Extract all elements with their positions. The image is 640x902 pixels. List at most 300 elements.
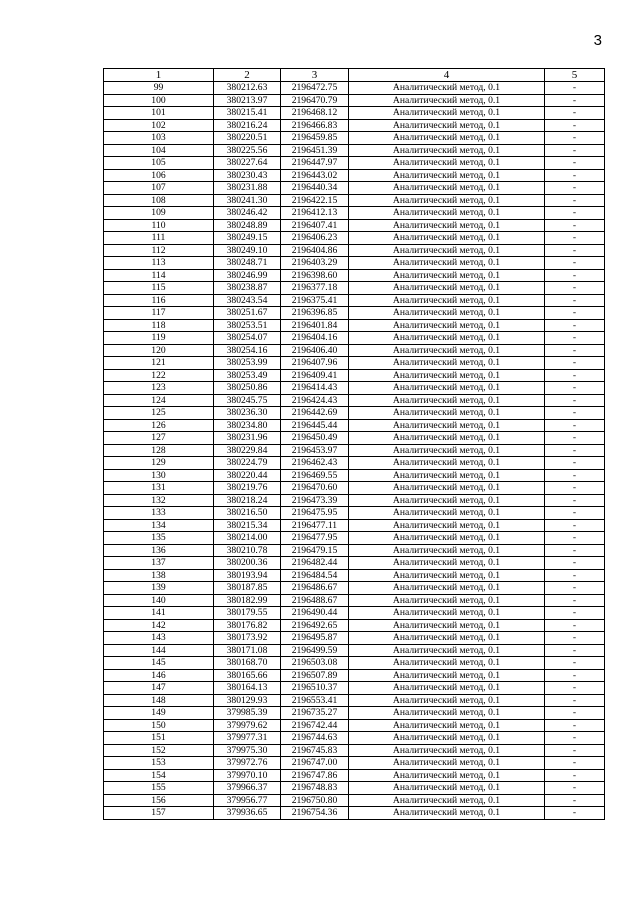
y-coordinate-cell: 2196748.83 bbox=[281, 782, 349, 795]
table-row bbox=[104, 619, 605, 632]
point-number-cell: 124 bbox=[104, 394, 214, 407]
note-cell: - bbox=[545, 644, 605, 657]
table-row bbox=[104, 332, 605, 345]
table-row bbox=[104, 369, 605, 382]
point-number-cell: 100 bbox=[104, 94, 214, 107]
table-row bbox=[104, 244, 605, 257]
x-coordinate-cell: 380129.93 bbox=[214, 694, 281, 707]
note-cell: - bbox=[545, 594, 605, 607]
table-row bbox=[104, 382, 605, 395]
table-row bbox=[104, 207, 605, 220]
table-row bbox=[104, 307, 605, 320]
point-number-cell: 132 bbox=[104, 494, 214, 507]
column-header-2: 2 bbox=[214, 69, 281, 82]
table-row bbox=[104, 482, 605, 495]
x-coordinate-cell: 380253.49 bbox=[214, 369, 281, 382]
x-coordinate-cell: 380236.30 bbox=[214, 407, 281, 420]
method-cell: Аналитический метод, 0.1 bbox=[349, 744, 545, 757]
y-coordinate-cell: 2196492.65 bbox=[281, 619, 349, 632]
table-row bbox=[104, 232, 605, 245]
x-coordinate-cell: 379966.37 bbox=[214, 782, 281, 795]
table-row bbox=[104, 669, 605, 682]
x-coordinate-cell: 380251.67 bbox=[214, 307, 281, 320]
y-coordinate-cell: 2196447.97 bbox=[281, 157, 349, 170]
point-number-cell: 104 bbox=[104, 144, 214, 157]
note-cell: - bbox=[545, 782, 605, 795]
x-coordinate-cell: 380212.63 bbox=[214, 82, 281, 95]
point-number-cell: 152 bbox=[104, 744, 214, 757]
method-cell: Аналитический метод, 0.1 bbox=[349, 694, 545, 707]
x-coordinate-cell: 380224.79 bbox=[214, 457, 281, 470]
x-coordinate-cell: 379970.10 bbox=[214, 769, 281, 782]
method-cell: Аналитический метод, 0.1 bbox=[349, 682, 545, 695]
table-row bbox=[104, 357, 605, 370]
table-row bbox=[104, 782, 605, 795]
table-row bbox=[104, 632, 605, 645]
point-number-cell: 117 bbox=[104, 307, 214, 320]
point-number-cell: 138 bbox=[104, 569, 214, 582]
y-coordinate-cell: 2196495.87 bbox=[281, 632, 349, 645]
y-coordinate-cell: 2196404.16 bbox=[281, 332, 349, 345]
note-cell: - bbox=[545, 482, 605, 495]
y-coordinate-cell: 2196409.41 bbox=[281, 369, 349, 382]
y-coordinate-cell: 2196403.29 bbox=[281, 257, 349, 270]
y-coordinate-cell: 2196479.15 bbox=[281, 544, 349, 557]
y-coordinate-cell: 2196742.44 bbox=[281, 719, 349, 732]
x-coordinate-cell: 380216.24 bbox=[214, 119, 281, 132]
point-number-cell: 134 bbox=[104, 519, 214, 532]
table-row bbox=[104, 469, 605, 482]
method-cell: Аналитический метод, 0.1 bbox=[349, 507, 545, 520]
x-coordinate-cell: 380220.44 bbox=[214, 469, 281, 482]
point-number-cell: 133 bbox=[104, 507, 214, 520]
method-cell: Аналитический метод, 0.1 bbox=[349, 519, 545, 532]
note-cell: - bbox=[545, 144, 605, 157]
method-cell: Аналитический метод, 0.1 bbox=[349, 532, 545, 545]
y-coordinate-cell: 2196482.44 bbox=[281, 557, 349, 570]
table-row bbox=[104, 444, 605, 457]
table-row bbox=[104, 582, 605, 595]
table-row bbox=[104, 282, 605, 295]
coordinates-table bbox=[103, 68, 605, 820]
note-cell: - bbox=[545, 219, 605, 232]
x-coordinate-cell: 380214.00 bbox=[214, 532, 281, 545]
point-number-cell: 139 bbox=[104, 582, 214, 595]
table-row bbox=[104, 694, 605, 707]
point-number-cell: 109 bbox=[104, 207, 214, 220]
note-cell: - bbox=[545, 269, 605, 282]
table-row bbox=[104, 769, 605, 782]
method-cell: Аналитический метод, 0.1 bbox=[349, 757, 545, 770]
x-coordinate-cell: 380218.24 bbox=[214, 494, 281, 507]
y-coordinate-cell: 2196406.40 bbox=[281, 344, 349, 357]
note-cell: - bbox=[545, 757, 605, 770]
x-coordinate-cell: 380164.13 bbox=[214, 682, 281, 695]
note-cell: - bbox=[545, 132, 605, 145]
point-number-cell: 120 bbox=[104, 344, 214, 357]
x-coordinate-cell: 380248.71 bbox=[214, 257, 281, 270]
point-number-cell: 113 bbox=[104, 257, 214, 270]
note-cell: - bbox=[545, 157, 605, 170]
note-cell: - bbox=[545, 432, 605, 445]
x-coordinate-cell: 380213.97 bbox=[214, 94, 281, 107]
point-number-cell: 101 bbox=[104, 107, 214, 120]
point-number-cell: 147 bbox=[104, 682, 214, 695]
y-coordinate-cell: 2196406.23 bbox=[281, 232, 349, 245]
note-cell: - bbox=[545, 232, 605, 245]
point-number-cell: 130 bbox=[104, 469, 214, 482]
table-row bbox=[104, 219, 605, 232]
y-coordinate-cell: 2196459.85 bbox=[281, 132, 349, 145]
note-cell: - bbox=[545, 244, 605, 257]
method-cell: Аналитический метод, 0.1 bbox=[349, 769, 545, 782]
note-cell: - bbox=[545, 669, 605, 682]
method-cell: Аналитический метод, 0.1 bbox=[349, 494, 545, 507]
point-number-cell: 110 bbox=[104, 219, 214, 232]
x-coordinate-cell: 380220.51 bbox=[214, 132, 281, 145]
column-header-4: 4 bbox=[349, 69, 545, 82]
table-row bbox=[104, 132, 605, 145]
x-coordinate-cell: 380225.56 bbox=[214, 144, 281, 157]
y-coordinate-cell: 2196510.37 bbox=[281, 682, 349, 695]
table-row bbox=[104, 594, 605, 607]
method-cell: Аналитический метод, 0.1 bbox=[349, 557, 545, 570]
note-cell: - bbox=[545, 119, 605, 132]
y-coordinate-cell: 2196553.41 bbox=[281, 694, 349, 707]
x-coordinate-cell: 380219.76 bbox=[214, 482, 281, 495]
point-number-cell: 131 bbox=[104, 482, 214, 495]
point-number-cell: 127 bbox=[104, 432, 214, 445]
y-coordinate-cell: 2196412.13 bbox=[281, 207, 349, 220]
method-cell: Аналитический метод, 0.1 bbox=[349, 657, 545, 670]
note-cell: - bbox=[545, 294, 605, 307]
y-coordinate-cell: 2196507.89 bbox=[281, 669, 349, 682]
table-row bbox=[104, 394, 605, 407]
note-cell: - bbox=[545, 794, 605, 807]
point-number-cell: 119 bbox=[104, 332, 214, 345]
point-number-cell: 99 bbox=[104, 82, 214, 95]
note-cell: - bbox=[545, 532, 605, 545]
method-cell: Аналитический метод, 0.1 bbox=[349, 107, 545, 120]
y-coordinate-cell: 2196754.36 bbox=[281, 807, 349, 820]
point-number-cell: 151 bbox=[104, 732, 214, 745]
method-cell: Аналитический метод, 0.1 bbox=[349, 294, 545, 307]
method-cell: Аналитический метод, 0.1 bbox=[349, 94, 545, 107]
note-cell: - bbox=[545, 419, 605, 432]
method-cell: Аналитический метод, 0.1 bbox=[349, 669, 545, 682]
note-cell: - bbox=[545, 169, 605, 182]
table-row bbox=[104, 269, 605, 282]
x-coordinate-cell: 380231.96 bbox=[214, 432, 281, 445]
x-coordinate-cell: 380231.88 bbox=[214, 182, 281, 195]
y-coordinate-cell: 2196407.96 bbox=[281, 357, 349, 370]
point-number-cell: 146 bbox=[104, 669, 214, 682]
x-coordinate-cell: 380241.30 bbox=[214, 194, 281, 207]
x-coordinate-cell: 379972.76 bbox=[214, 757, 281, 770]
note-cell: - bbox=[545, 707, 605, 720]
point-number-cell: 148 bbox=[104, 694, 214, 707]
note-cell: - bbox=[545, 807, 605, 820]
method-cell: Аналитический метод, 0.1 bbox=[349, 482, 545, 495]
point-number-cell: 115 bbox=[104, 282, 214, 295]
method-cell: Аналитический метод, 0.1 bbox=[349, 432, 545, 445]
note-cell: - bbox=[545, 282, 605, 295]
x-coordinate-cell: 380254.07 bbox=[214, 332, 281, 345]
method-cell: Аналитический метод, 0.1 bbox=[349, 632, 545, 645]
table-row bbox=[104, 744, 605, 757]
method-cell: Аналитический метод, 0.1 bbox=[349, 282, 545, 295]
note-cell: - bbox=[545, 457, 605, 470]
note-cell: - bbox=[545, 744, 605, 757]
note-cell: - bbox=[545, 332, 605, 345]
x-coordinate-cell: 380245.75 bbox=[214, 394, 281, 407]
note-cell: - bbox=[545, 732, 605, 745]
table-row bbox=[104, 682, 605, 695]
note-cell: - bbox=[545, 507, 605, 520]
method-cell: Аналитический метод, 0.1 bbox=[349, 232, 545, 245]
y-coordinate-cell: 2196440.34 bbox=[281, 182, 349, 195]
method-cell: Аналитический метод, 0.1 bbox=[349, 144, 545, 157]
note-cell: - bbox=[545, 569, 605, 582]
y-coordinate-cell: 2196422.15 bbox=[281, 194, 349, 207]
table-row bbox=[104, 182, 605, 195]
method-cell: Аналитический метод, 0.1 bbox=[349, 457, 545, 470]
note-cell: - bbox=[545, 607, 605, 620]
y-coordinate-cell: 2196477.95 bbox=[281, 532, 349, 545]
y-coordinate-cell: 2196424.43 bbox=[281, 394, 349, 407]
table-row bbox=[104, 544, 605, 557]
x-coordinate-cell: 380234.80 bbox=[214, 419, 281, 432]
point-number-cell: 145 bbox=[104, 657, 214, 670]
method-cell: Аналитический метод, 0.1 bbox=[349, 332, 545, 345]
y-coordinate-cell: 2196484.54 bbox=[281, 569, 349, 582]
y-coordinate-cell: 2196470.79 bbox=[281, 94, 349, 107]
y-coordinate-cell: 2196396.85 bbox=[281, 307, 349, 320]
note-cell: - bbox=[545, 357, 605, 370]
note-cell: - bbox=[545, 494, 605, 507]
table-row bbox=[104, 569, 605, 582]
table-row bbox=[104, 732, 605, 745]
x-coordinate-cell: 380173.92 bbox=[214, 632, 281, 645]
note-cell: - bbox=[545, 257, 605, 270]
y-coordinate-cell: 2196490.44 bbox=[281, 607, 349, 620]
y-coordinate-cell: 2196469.55 bbox=[281, 469, 349, 482]
note-cell: - bbox=[545, 694, 605, 707]
x-coordinate-cell: 379977.31 bbox=[214, 732, 281, 745]
x-coordinate-cell: 380246.99 bbox=[214, 269, 281, 282]
method-cell: Аналитический метод, 0.1 bbox=[349, 407, 545, 420]
note-cell: - bbox=[545, 682, 605, 695]
y-coordinate-cell: 2196470.60 bbox=[281, 482, 349, 495]
method-cell: Аналитический метод, 0.1 bbox=[349, 807, 545, 820]
method-cell: Аналитический метод, 0.1 bbox=[349, 469, 545, 482]
note-cell: - bbox=[545, 369, 605, 382]
x-coordinate-cell: 380215.41 bbox=[214, 107, 281, 120]
note-cell: - bbox=[545, 344, 605, 357]
note-cell: - bbox=[545, 207, 605, 220]
table-row bbox=[104, 607, 605, 620]
y-coordinate-cell: 2196407.41 bbox=[281, 219, 349, 232]
method-cell: Аналитический метод, 0.1 bbox=[349, 782, 545, 795]
point-number-cell: 157 bbox=[104, 807, 214, 820]
note-cell: - bbox=[545, 182, 605, 195]
method-cell: Аналитический метод, 0.1 bbox=[349, 732, 545, 745]
point-number-cell: 122 bbox=[104, 369, 214, 382]
point-number-cell: 136 bbox=[104, 544, 214, 557]
note-cell: - bbox=[545, 519, 605, 532]
table-row bbox=[104, 432, 605, 445]
note-cell: - bbox=[545, 94, 605, 107]
y-coordinate-cell: 2196475.95 bbox=[281, 507, 349, 520]
x-coordinate-cell: 380230.43 bbox=[214, 169, 281, 182]
y-coordinate-cell: 2196750.80 bbox=[281, 794, 349, 807]
table-row bbox=[104, 719, 605, 732]
y-coordinate-cell: 2196735.27 bbox=[281, 707, 349, 720]
point-number-cell: 129 bbox=[104, 457, 214, 470]
table-row bbox=[104, 657, 605, 670]
point-number-cell: 118 bbox=[104, 319, 214, 332]
x-coordinate-cell: 380200.36 bbox=[214, 557, 281, 570]
method-cell: Аналитический метод, 0.1 bbox=[349, 382, 545, 395]
y-coordinate-cell: 2196404.86 bbox=[281, 244, 349, 257]
note-cell: - bbox=[545, 582, 605, 595]
point-number-cell: 155 bbox=[104, 782, 214, 795]
note-cell: - bbox=[545, 382, 605, 395]
table-row bbox=[104, 807, 605, 820]
point-number-cell: 154 bbox=[104, 769, 214, 782]
table-row bbox=[104, 157, 605, 170]
note-cell: - bbox=[545, 394, 605, 407]
x-coordinate-cell: 380176.82 bbox=[214, 619, 281, 632]
x-coordinate-cell: 380171.08 bbox=[214, 644, 281, 657]
point-number-cell: 137 bbox=[104, 557, 214, 570]
method-cell: Аналитический метод, 0.1 bbox=[349, 569, 545, 582]
table-row bbox=[104, 107, 605, 120]
table-row bbox=[104, 457, 605, 470]
method-cell: Аналитический метод, 0.1 bbox=[349, 607, 545, 620]
table-row bbox=[104, 794, 605, 807]
point-number-cell: 111 bbox=[104, 232, 214, 245]
method-cell: Аналитический метод, 0.1 bbox=[349, 707, 545, 720]
y-coordinate-cell: 2196472.75 bbox=[281, 82, 349, 95]
method-cell: Аналитический метод, 0.1 bbox=[349, 269, 545, 282]
x-coordinate-cell: 380254.16 bbox=[214, 344, 281, 357]
y-coordinate-cell: 2196744.63 bbox=[281, 732, 349, 745]
y-coordinate-cell: 2196745.83 bbox=[281, 744, 349, 757]
note-cell: - bbox=[545, 557, 605, 570]
y-coordinate-cell: 2196450.49 bbox=[281, 432, 349, 445]
y-coordinate-cell: 2196445.44 bbox=[281, 419, 349, 432]
y-coordinate-cell: 2196747.86 bbox=[281, 769, 349, 782]
table-row bbox=[104, 194, 605, 207]
method-cell: Аналитический метод, 0.1 bbox=[349, 344, 545, 357]
y-coordinate-cell: 2196488.67 bbox=[281, 594, 349, 607]
y-coordinate-cell: 2196401.84 bbox=[281, 319, 349, 332]
method-cell: Аналитический метод, 0.1 bbox=[349, 794, 545, 807]
table-row bbox=[104, 144, 605, 157]
y-coordinate-cell: 2196486.67 bbox=[281, 582, 349, 595]
y-coordinate-cell: 2196375.41 bbox=[281, 294, 349, 307]
table-row bbox=[104, 169, 605, 182]
method-cell: Аналитический метод, 0.1 bbox=[349, 394, 545, 407]
point-number-cell: 107 bbox=[104, 182, 214, 195]
point-number-cell: 144 bbox=[104, 644, 214, 657]
table-row bbox=[104, 419, 605, 432]
method-cell: Аналитический метод, 0.1 bbox=[349, 369, 545, 382]
point-number-cell: 103 bbox=[104, 132, 214, 145]
y-coordinate-cell: 2196466.83 bbox=[281, 119, 349, 132]
method-cell: Аналитический метод, 0.1 bbox=[349, 169, 545, 182]
point-number-cell: 112 bbox=[104, 244, 214, 257]
point-number-cell: 150 bbox=[104, 719, 214, 732]
x-coordinate-cell: 380165.66 bbox=[214, 669, 281, 682]
table-row bbox=[104, 532, 605, 545]
table-row bbox=[104, 507, 605, 520]
note-cell: - bbox=[545, 632, 605, 645]
point-number-cell: 106 bbox=[104, 169, 214, 182]
method-cell: Аналитический метод, 0.1 bbox=[349, 194, 545, 207]
point-number-cell: 114 bbox=[104, 269, 214, 282]
table-row bbox=[104, 557, 605, 570]
table-header-row bbox=[104, 69, 605, 82]
note-cell: - bbox=[545, 619, 605, 632]
method-cell: Аналитический метод, 0.1 bbox=[349, 119, 545, 132]
x-coordinate-cell: 380250.86 bbox=[214, 382, 281, 395]
table-row bbox=[104, 519, 605, 532]
page-number: 3 bbox=[593, 32, 602, 49]
y-coordinate-cell: 2196468.12 bbox=[281, 107, 349, 120]
x-coordinate-cell: 380227.64 bbox=[214, 157, 281, 170]
note-cell: - bbox=[545, 769, 605, 782]
note-cell: - bbox=[545, 107, 605, 120]
point-number-cell: 142 bbox=[104, 619, 214, 632]
x-coordinate-cell: 380249.10 bbox=[214, 244, 281, 257]
note-cell: - bbox=[545, 307, 605, 320]
table-row bbox=[104, 82, 605, 95]
table-row bbox=[104, 644, 605, 657]
column-header-5: 5 bbox=[545, 69, 605, 82]
table-row bbox=[104, 707, 605, 720]
point-number-cell: 153 bbox=[104, 757, 214, 770]
point-number-cell: 108 bbox=[104, 194, 214, 207]
note-cell: - bbox=[545, 444, 605, 457]
note-cell: - bbox=[545, 719, 605, 732]
point-number-cell: 123 bbox=[104, 382, 214, 395]
x-coordinate-cell: 380210.78 bbox=[214, 544, 281, 557]
note-cell: - bbox=[545, 544, 605, 557]
method-cell: Аналитический метод, 0.1 bbox=[349, 544, 545, 557]
point-number-cell: 140 bbox=[104, 594, 214, 607]
method-cell: Аналитический метод, 0.1 bbox=[349, 182, 545, 195]
method-cell: Аналитический метод, 0.1 bbox=[349, 357, 545, 370]
y-coordinate-cell: 2196747.00 bbox=[281, 757, 349, 770]
x-coordinate-cell: 380215.34 bbox=[214, 519, 281, 532]
point-number-cell: 156 bbox=[104, 794, 214, 807]
table-body bbox=[104, 82, 605, 820]
y-coordinate-cell: 2196499.59 bbox=[281, 644, 349, 657]
method-cell: Аналитический метод, 0.1 bbox=[349, 307, 545, 320]
y-coordinate-cell: 2196462.43 bbox=[281, 457, 349, 470]
y-coordinate-cell: 2196451.39 bbox=[281, 144, 349, 157]
x-coordinate-cell: 379975.30 bbox=[214, 744, 281, 757]
x-coordinate-cell: 379956.77 bbox=[214, 794, 281, 807]
method-cell: Аналитический метод, 0.1 bbox=[349, 244, 545, 257]
method-cell: Аналитический метод, 0.1 bbox=[349, 157, 545, 170]
point-number-cell: 149 bbox=[104, 707, 214, 720]
method-cell: Аналитический метод, 0.1 bbox=[349, 719, 545, 732]
point-number-cell: 143 bbox=[104, 632, 214, 645]
note-cell: - bbox=[545, 657, 605, 670]
